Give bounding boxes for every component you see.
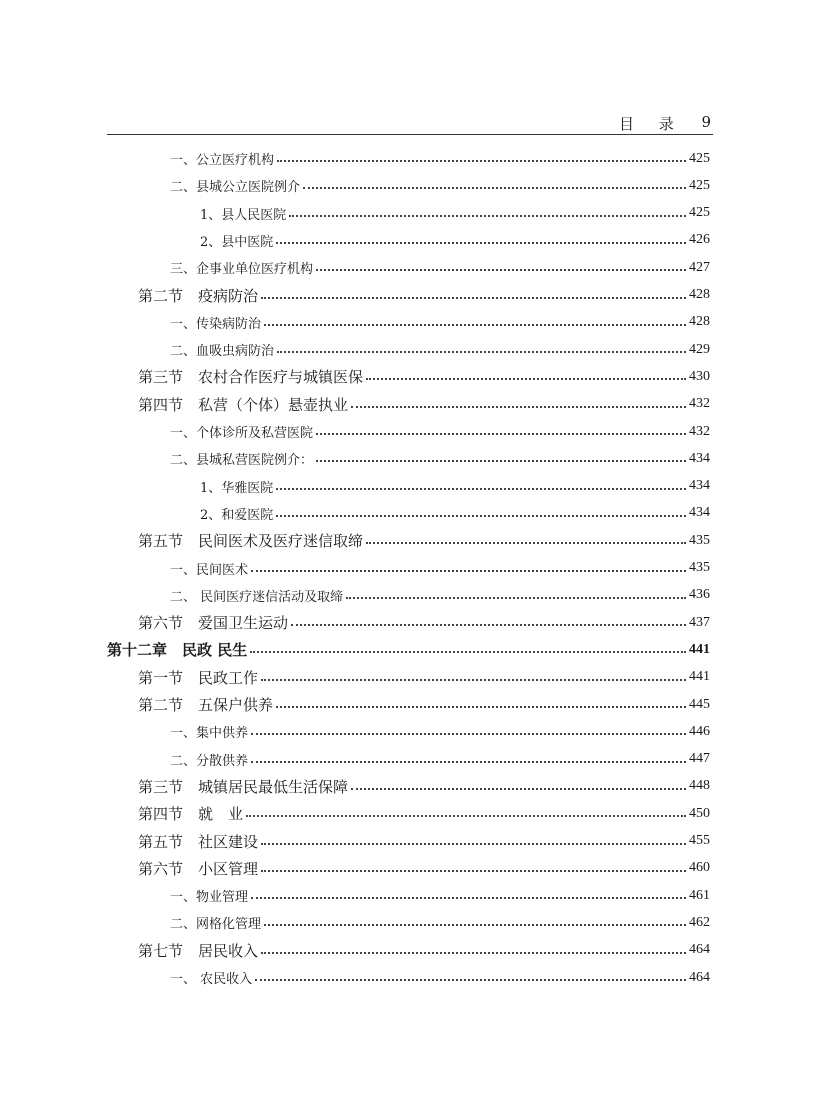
toc-entry: [170, 964, 710, 991]
toc-entry-page: 427: [689, 259, 710, 275]
toc-entry: [107, 636, 710, 663]
toc-leader-dots: [261, 842, 686, 845]
toc-entry-label: 二、分散供养: [170, 753, 249, 769]
toc-leader-dots: [291, 623, 686, 626]
page-header: [107, 112, 713, 135]
toc-entry-page: 446: [689, 723, 710, 739]
toc-entry-page: 448: [689, 778, 710, 794]
toc-leader-dots: [255, 978, 686, 981]
toc-leader-dots: [346, 596, 686, 599]
toc-entry-label: 第一节 民政工作: [138, 668, 259, 687]
toc-entry: [138, 855, 710, 882]
toc-entry-label: 第十二章 民政 民生: [107, 641, 248, 660]
toc-entry-label: 三、企事业单位医疗机构: [170, 262, 314, 278]
toc-entry-label: 第二节 五保户供养: [138, 696, 274, 714]
toc-entry-page: 450: [689, 805, 710, 821]
toc-leader-dots: [261, 869, 686, 872]
toc-leader-dots: [289, 214, 686, 217]
toc-leader-dots: [316, 268, 686, 271]
toc-entry-label: 一、个体诊所及私营医院: [170, 426, 314, 441]
toc-entry: [200, 227, 710, 254]
toc-leader-dots: [316, 459, 686, 462]
toc-entry-label: 一、 农民收入: [170, 972, 253, 987]
toc-leader-dots: [261, 951, 686, 954]
toc-entry: [138, 691, 710, 718]
toc-entry-label: 二、 民间医疗迷信活动及取缔: [170, 589, 344, 605]
toc-entry-label: 第四节 就 业: [138, 805, 244, 824]
toc-entry-label: 第三节 城镇居民最低生活保障: [138, 777, 349, 796]
toc-entry: [138, 773, 710, 800]
toc-leader-dots: [276, 241, 686, 244]
toc-leader-dots: [277, 159, 686, 162]
toc-entry: [200, 473, 710, 500]
toc-entry-page: 441: [689, 641, 710, 657]
toc-entry-page: 428: [689, 287, 710, 302]
toc-entry-label: 一、民间医术: [170, 562, 249, 578]
toc-entry: [138, 391, 710, 418]
toc-entry: [200, 200, 710, 227]
toc-entry-page: 428: [689, 314, 710, 330]
toc-leader-dots: [316, 432, 686, 435]
toc-entry: [138, 937, 710, 964]
toc-entry-page: 445: [689, 696, 710, 712]
toc-entry: [170, 882, 710, 909]
toc-entry: [170, 718, 710, 745]
toc-leader-dots: [276, 705, 686, 708]
header-page-number: 9: [701, 113, 711, 131]
toc-entry: [170, 172, 710, 199]
toc-leader-dots: [351, 405, 686, 408]
toc-entry-page: 447: [689, 751, 710, 767]
toc-entry-label: 一、公立医疗机构: [170, 153, 275, 168]
toc-entry: [138, 609, 710, 636]
toc-entry-label: 一、传染病防治: [170, 316, 262, 332]
toc-entry: [170, 254, 710, 281]
toc-entry-page: 425: [689, 177, 710, 193]
toc-leader-dots: [251, 732, 686, 735]
toc-leader-dots: [277, 350, 686, 353]
toc-entry: [170, 909, 710, 936]
toc-entry-label: 一、物业管理: [170, 890, 249, 906]
toc-entry-label: 第六节 爱国卫生运动: [138, 614, 289, 633]
toc-entry-label: 第二节 疫病防治: [138, 286, 259, 305]
toc-entry-page: 434: [689, 450, 710, 466]
toc-entry: [138, 664, 710, 691]
toc-leader-dots: [303, 186, 686, 189]
toc-entry-label: 第五节 民间医术及医疗迷信取缔: [138, 532, 364, 551]
toc-entry-page: 441: [689, 669, 710, 685]
toc-entry-page: 437: [689, 614, 710, 630]
toc-entry: [170, 555, 710, 582]
toc-entry: [170, 746, 710, 773]
toc-entry-page: 425: [689, 150, 710, 166]
toc-entry-page: 464: [689, 969, 710, 985]
toc-entry-label: 2、和爱医院: [200, 507, 274, 523]
toc-entry-page: 430: [689, 368, 710, 384]
toc-leader-dots: [351, 787, 686, 790]
toc-entry: [138, 527, 710, 554]
toc-entry-label: 第四节 私营（个体）悬壶执业: [138, 395, 349, 414]
toc-entry-label: 二、县城私营医院例介：: [170, 453, 314, 469]
toc-entry-label: 第六节 小区管理: [138, 859, 259, 878]
toc-leader-dots: [366, 541, 686, 544]
toc-entry: [170, 418, 710, 445]
toc-entry-page: 426: [689, 232, 710, 248]
toc-entry: [170, 145, 710, 172]
toc-entry-page: 434: [689, 478, 710, 494]
toc-entry-page: 464: [689, 942, 710, 958]
toc-entry-page: 425: [689, 205, 710, 221]
toc-entry-label: 1、华雅医院: [200, 480, 274, 496]
toc-entry-page: 460: [689, 860, 710, 876]
toc-entry-label: 二、网格化管理: [170, 917, 262, 933]
toc-entry-label: 2、县中医院: [200, 234, 274, 250]
toc-entry: [138, 800, 710, 827]
toc-entry-label: 一、集中供养: [170, 726, 249, 742]
toc-leader-dots: [251, 896, 686, 899]
toc-entry: [170, 336, 710, 363]
toc-leader-dots: [264, 923, 686, 926]
toc-entry-page: 435: [689, 532, 710, 548]
toc-leader-dots: [261, 678, 686, 681]
toc-entry-label: 第三节 农村合作医疗与城镇医保: [138, 368, 364, 387]
toc-leader-dots: [276, 514, 686, 517]
toc-entry-label: 第五节 社区建设: [138, 832, 259, 851]
toc-entry-label: 二、血吸虫病防治: [170, 344, 275, 360]
toc-entry: [138, 828, 710, 855]
toc-entry-page: 432: [689, 396, 710, 412]
toc-entry: [170, 582, 710, 609]
toc-entry: [200, 500, 710, 527]
toc-leader-dots: [366, 377, 686, 380]
toc-entry: [138, 282, 710, 309]
toc-entry-page: 461: [689, 887, 710, 903]
toc-entry: [170, 309, 710, 336]
toc-entry-page: 429: [689, 341, 710, 357]
toc-entry-page: 434: [689, 505, 710, 521]
header-title: 目 录: [619, 115, 684, 133]
toc-entry: [138, 363, 710, 390]
toc-entry-page: 455: [689, 833, 710, 848]
toc-entry-page: 436: [689, 587, 710, 603]
toc-entry-label: 第七节 居民收入: [138, 941, 259, 960]
toc-entry: [170, 445, 710, 472]
toc-leader-dots: [276, 487, 686, 490]
toc-entry-page: 435: [689, 560, 710, 575]
toc-entry-label: 二、县城公立医院例介: [170, 180, 301, 196]
toc-entry-page: 462: [689, 914, 710, 930]
toc-leader-dots: [250, 650, 686, 653]
toc-leader-dots: [246, 814, 686, 817]
toc-entry-label: 1、县人民医院: [200, 207, 287, 223]
toc-leader-dots: [251, 569, 686, 572]
toc-entry-page: 432: [689, 423, 710, 439]
toc-leader-dots: [261, 296, 686, 299]
toc-leader-dots: [264, 323, 686, 326]
toc-leader-dots: [251, 760, 686, 763]
